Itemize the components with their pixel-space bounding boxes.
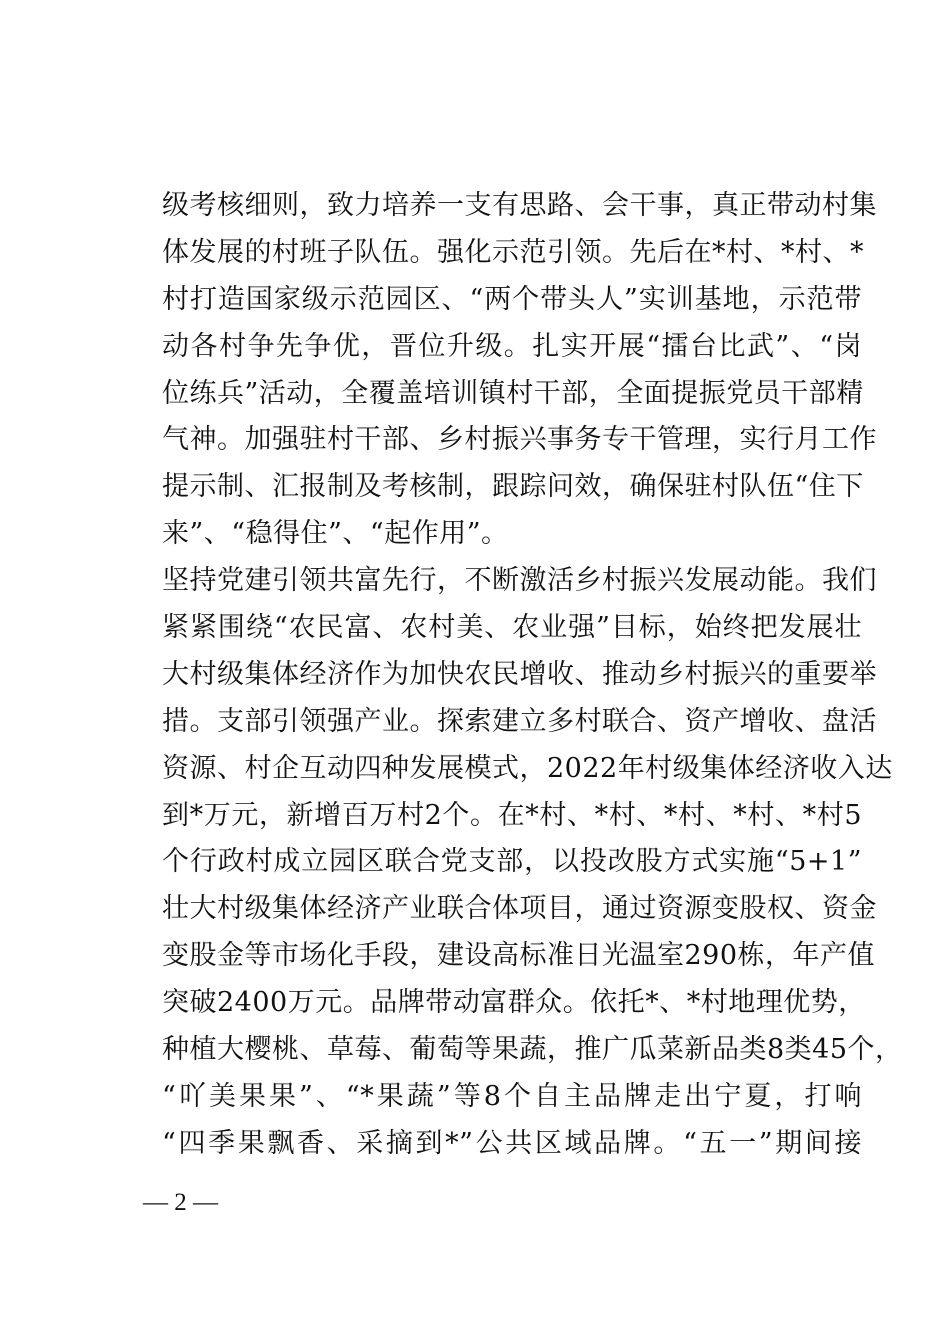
text-line: “吖美果果”、“*果蔬”等8个自主品牌走出宁夏，打响 (162, 1080, 862, 1112)
text-line: 种植大樱桃、草莓、葡萄等果蔬，推广瓜菜新品类8类45个， (162, 1034, 903, 1066)
text-line: 动各村争先争优，晋位升级。扎实开展“擂台比武”、“岗 (162, 330, 862, 362)
page-number: — 2 — (143, 1189, 218, 1216)
text-line: 措。支部引领强产业。探索建立多村联合、资产增收、盘活 (162, 705, 877, 737)
text-line: 到*万元，新增百万村2个。在*村、*村、*村、*村、*村5 (162, 799, 862, 831)
text-line: 个行政村成立园区联合党支部，以投改股方式实施“5+1” (162, 846, 862, 878)
text-line: 级考核细则，致力培养一支有思路、会干事，真正带动村集 (162, 190, 877, 221)
text-line: “四季果飘香、采摘到*”公共区域品牌。“五一”期间接 (162, 1127, 862, 1159)
text-line: 村打造国家级示范园区、“两个带头人”实训基地，示范带 (162, 283, 862, 315)
text-line: 气神。加强驻村干部、乡村振兴事务专干管理，实行月工作 (162, 424, 877, 456)
text-line: 壮大村级集体经济产业联合体项目，通过资源变股权、资金 (162, 893, 877, 925)
body-text (162, 183, 903, 1168)
text-line: 位练兵”活动，全覆盖培训镇村干部，全面提振党员干部精 (162, 377, 864, 409)
text-line: 体发展的村班子队伍。强化示范引领。先后在*村、*村、* (162, 236, 864, 268)
text-line: 资源、村企互动四种发展模式，2022年村级集体经济收入达 (162, 752, 893, 784)
text-line: 紧紧围绕“农民富、农村美、农业强”目标，始终把发展壮 (162, 612, 862, 644)
text-line: 变股金等市场化手段，建设高标准日光温室290栋，年产值 (162, 940, 876, 972)
text-line: 坚持党建引领共富先行，不断激活乡村振兴发展动能。我们 (162, 565, 877, 597)
text-line: 突破2400万元。品牌带动富群众。依托*、*村地理优势， (162, 987, 866, 1019)
text-line: 大村级集体经济作为加快农民增收、推动乡村振兴的重要举 (162, 658, 877, 690)
text-line: 提示制、汇报制及考核制，跟踪问效，确保驻村队伍“住下 (162, 471, 864, 503)
text-line: 来”、“稳得住”、“起作用”。 (162, 518, 509, 550)
